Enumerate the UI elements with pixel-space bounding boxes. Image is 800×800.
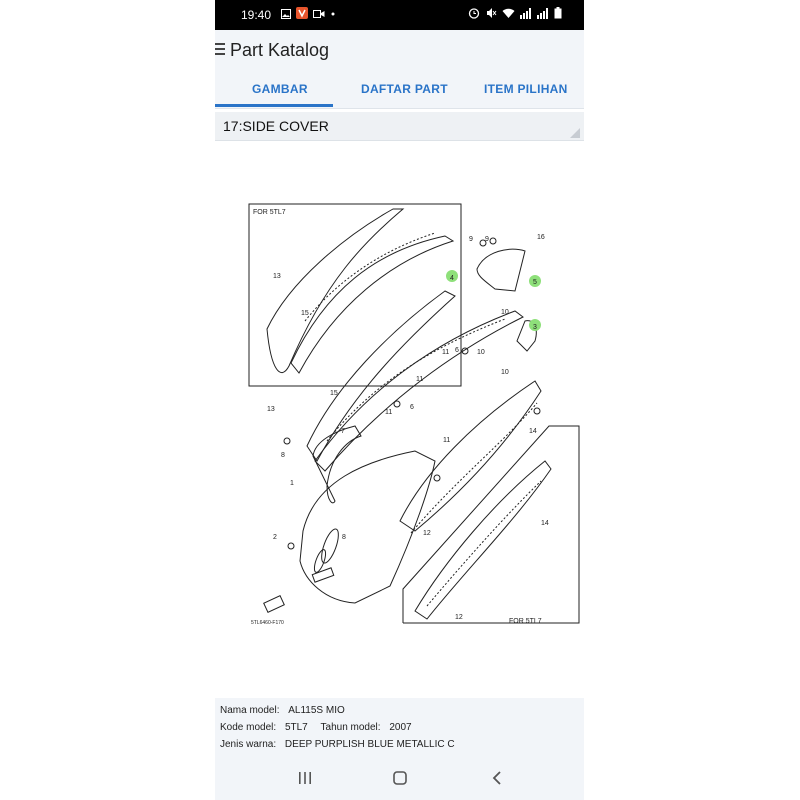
callout-12: 12 — [455, 614, 463, 621]
tab-daftar-part[interactable]: DAFTAR PART — [361, 82, 448, 96]
year-value: 2007 — [389, 722, 412, 733]
variant-label-bottom: FOR 5TL7 — [509, 618, 542, 625]
callout-11: 11 — [442, 349, 450, 356]
section-header[interactable] — [215, 112, 584, 141]
model-name-value: AL115S MIO — [288, 705, 345, 716]
callout-3: 3 — [533, 324, 537, 331]
callout-10: 10 — [501, 369, 509, 376]
callout-10: 10 — [477, 349, 485, 356]
mute-icon — [485, 7, 497, 22]
callout-6: 6 — [410, 404, 414, 411]
callout-11: 11 — [443, 437, 451, 444]
status-time: 19:40 — [241, 8, 272, 22]
callout-6: 6 — [455, 347, 459, 354]
image-icon — [281, 8, 291, 22]
model-info-panel — [215, 698, 584, 756]
dot-icon — [330, 8, 336, 22]
callout-15: 15 — [301, 310, 309, 317]
model-name-row — [220, 705, 345, 716]
year-label: Tahun model: — [320, 722, 381, 733]
callout-13: 13 — [273, 273, 281, 280]
callout-14: 14 — [529, 428, 537, 435]
app-bar — [215, 30, 584, 70]
color-value: DEEP PURPLISH BLUE METALLIC C — [284, 739, 455, 750]
system-nav-bar — [215, 756, 584, 800]
video-icon — [313, 8, 325, 22]
model-code-row — [220, 722, 412, 733]
callout-9: 9 — [469, 236, 473, 243]
callout-8: 8 — [342, 534, 346, 541]
callout-11: 11 — [385, 409, 393, 416]
recent-apps-icon[interactable] — [285, 768, 325, 788]
signal-icon — [520, 8, 532, 22]
menu-icon[interactable] — [215, 43, 225, 57]
tab-gambar[interactable]: GAMBAR — [252, 82, 308, 96]
tab-item-pilihan[interactable]: ITEM PILIHAN — [484, 82, 568, 96]
callout-12: 12 — [423, 530, 431, 537]
color-row — [220, 739, 455, 750]
callout-5: 5 — [533, 279, 537, 286]
callout-9: 9 — [485, 236, 489, 243]
color-label: Jenis warna: — [220, 739, 277, 750]
status-system-icons — [468, 7, 562, 22]
section-title: 17:SIDE COVER — [223, 118, 329, 134]
callout-1: 1 — [290, 480, 294, 487]
callout-14: 14 — [541, 520, 549, 527]
callout-7: 7 — [341, 428, 345, 435]
status-notifications — [281, 7, 336, 22]
app-notification-icon — [296, 7, 308, 22]
app-title: Part Katalog — [230, 40, 330, 60]
callout-2: 2 — [273, 534, 277, 541]
callout-16: 16 — [537, 234, 545, 241]
expand-corner-icon — [570, 128, 580, 138]
variant-label-top: FOR 5TL7 — [253, 209, 286, 216]
model-code-label: Kode model: — [220, 722, 277, 733]
alarm-icon — [468, 7, 480, 22]
callout-10: 10 — [501, 309, 509, 316]
phone-screen — [215, 0, 584, 800]
parts-diagram[interactable] — [215, 141, 584, 698]
callout-11: 11 — [416, 376, 424, 383]
battery-icon — [554, 7, 562, 22]
home-icon[interactable] — [380, 768, 420, 788]
callout-4: 4 — [450, 275, 454, 282]
callout-13: 13 — [267, 406, 275, 413]
model-code-value: 5TL7 — [284, 722, 308, 733]
status-bar — [215, 0, 584, 30]
model-name-label: Nama model: — [220, 705, 280, 716]
signal-icon — [537, 8, 549, 22]
variant-box-top — [249, 204, 461, 386]
tab-active-indicator — [215, 104, 333, 107]
variant-box-bottom — [403, 426, 579, 623]
callout-15: 15 — [330, 390, 338, 397]
tab-bar — [215, 70, 584, 109]
parts-diagram-drawing — [215, 141, 584, 698]
wifi-icon — [502, 8, 515, 22]
callout-8: 8 — [281, 452, 285, 459]
drawing-code: 5TL6460-F170 — [251, 620, 284, 626]
back-icon[interactable] — [477, 768, 517, 788]
